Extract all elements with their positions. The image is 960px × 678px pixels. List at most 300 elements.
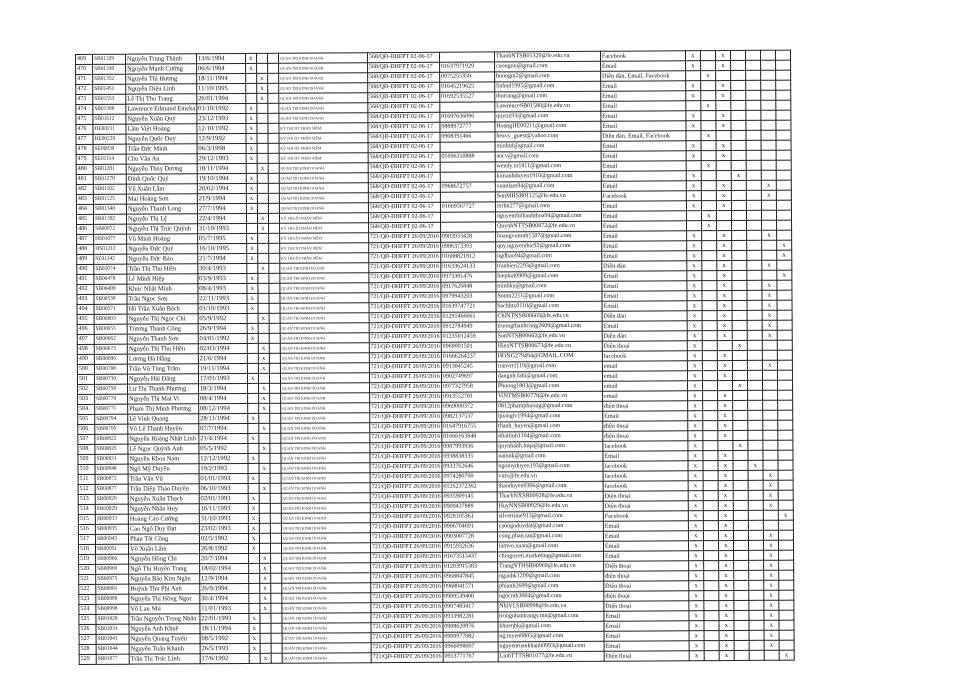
survey-mark-cell [730,70,745,80]
birth-date-cell: 26/9/1994 [200,583,249,593]
survey-mark-cell [779,570,794,580]
email-cell: kimanhduyen1910@gmail.com [495,171,601,182]
row-number-cell: 474 [76,104,93,114]
email-cell: HienNTTSB00673@fe.edu.vn [496,341,602,352]
student-code-cell: HS01077 [94,234,127,244]
survey-mark-cell [778,460,793,470]
survey-mark-cell [779,600,794,610]
student-name-cell: Nguyễn Quốc Duy [126,134,197,144]
student-code-cell: SB01340 [93,204,126,214]
survey-mark-cell [776,210,791,220]
survey-mark-cell [734,570,749,580]
male-mark-cell: x [246,243,257,253]
empty-cell [269,283,280,293]
survey-mark-cell: x [686,111,701,121]
student-name-cell: Nguyễn Đức Bảo [127,254,198,264]
student-name-cell: Hồ Trần Xuân Bách [127,304,198,314]
survey-mark-cell [763,460,778,470]
row-number-cell: 476 [76,124,93,134]
survey-mark-cell [761,160,776,170]
survey-mark-cell [703,431,718,441]
phone-cell: 0933762646 [442,462,497,472]
survey-mark-cell [732,370,747,380]
empty-cell [269,343,280,353]
female-mark-cell: x [259,563,270,573]
female-mark-cell [258,303,269,313]
survey-mark-cell [733,550,748,560]
decision-cell: 721/QĐ-ĐHFPT 26/09/2016 [370,462,442,472]
survey-mark-cell: x [701,131,716,141]
email-cell: bachhtx0110@gmail.com [496,301,602,312]
survey-mark-cell: x [732,340,747,350]
phone-cell: 0906704691 [442,522,497,532]
decision-cell: 568/QĐ-ĐHFPT 02-06-17 [368,202,440,212]
male-mark-cell [247,353,258,363]
survey-mark-cell [732,330,747,340]
survey-mark-cell: x [701,221,716,231]
female-mark-cell [259,513,270,523]
survey-mark-cell [749,590,764,600]
survey-mark-cell [704,621,719,631]
email-cell: cong.phan.tat@gmail.com [497,531,603,542]
female-mark-cell [260,623,271,633]
survey-mark-cell [777,340,792,350]
email-cell: Phuong1803@gmail.com [496,381,602,392]
student-name-cell: Vũ Minh Hoàng [127,234,198,244]
empty-cell [268,193,279,203]
survey-mark-cell [761,210,776,220]
department-cell: QUẢN TRỊ KINH DOANH [280,283,369,294]
decision-cell: 721/QĐ-ĐHFPT 26/09/2016 [370,432,442,442]
survey-mark-cell [761,140,776,150]
male-mark-cell: x [246,203,257,213]
survey-mark-cell [731,90,746,100]
info-source-cell: Điện thoại [602,341,687,352]
survey-mark-cell [733,530,748,540]
survey-mark-cell: x [688,541,703,551]
survey-mark-cell [702,351,717,361]
male-mark-cell [247,343,258,353]
birth-date-cell: 22/11/1993 [198,293,247,303]
department-cell: KỸ THUẬT PHẦN MỀM [279,133,368,144]
survey-mark-cell: x [719,620,734,630]
student-name-cell: Nguyễn Khoa Nam [128,454,199,464]
survey-mark-cell [747,350,762,360]
survey-mark-cell: x [716,110,731,120]
survey-mark-cell [748,500,763,510]
phone-cell: 01203915383 [442,562,497,572]
survey-mark-cell: x [716,140,731,150]
survey-mark-cell: x [718,430,733,440]
empty-cell [271,603,282,613]
survey-mark-cell [762,350,777,360]
survey-mark-cell: x [779,650,794,660]
survey-mark-cell: x [718,530,733,540]
empty-cell [269,333,280,343]
male-mark-cell: x [248,503,259,513]
survey-mark-cell: x [718,450,733,460]
email-cell: NhiVLSB00998@fe.edu.vn [498,601,604,612]
birth-date-cell: 02/01/1993 [199,493,248,503]
male-mark-cell: x [246,173,257,183]
birth-date-cell: 20/7/1994 [199,553,248,563]
male-mark-cell [248,423,259,433]
survey-mark-cell [745,50,760,60]
female-mark-cell [257,183,268,193]
student-name-cell: Nguyễn Thị Hương [126,74,197,84]
female-mark-cell [257,233,268,243]
student-name-cell: Vũ Xuân Lâm [126,184,197,194]
student-code-cell: SB00981 [96,584,129,594]
student-code-cell: SB00998 [96,604,129,614]
survey-mark-cell [749,600,764,610]
survey-mark-cell: x [762,300,777,310]
survey-mark-cell: x [689,571,704,581]
email-cell: minhkn@gmail.com [496,281,602,292]
decision-cell: 721/QĐ-ĐHFPT 26/09/2016 [370,542,442,552]
department-cell: QUẢN TRỊ KINH DOANH [282,613,371,624]
department-cell: QUẢN TRỊ KINH DOANH [281,483,370,494]
row-number-cell: 503 [78,394,95,404]
phone-cell [440,192,495,202]
survey-mark-cell [748,480,763,490]
female-mark-cell: x [259,483,270,493]
phone-cell: 0968041571 [443,582,498,592]
survey-mark-cell [746,140,761,150]
survey-mark-cell [747,270,762,280]
survey-mark-cell [730,50,745,60]
female-mark-cell [259,493,270,503]
survey-mark-cell [701,191,716,201]
department-cell: QUẢN TRỊ KINH DOANH [281,423,370,434]
survey-mark-cell [704,641,719,651]
birth-date-cell: 19/11/1994 [198,363,247,373]
birth-date-cell: 12/10/1992 [197,123,246,133]
student-code-cell: HE00211 [93,124,126,134]
birth-date-cell: 17/01/1993 [198,373,247,383]
male-mark-cell [247,403,258,413]
info-source-cell: Email [601,81,686,92]
email-cell: ThanhNTSB01329@fe.edu.vn [494,51,600,62]
info-source-cell: Email [601,171,686,182]
email-cell: thanh_huyen@gmail.com [497,421,603,432]
student-code-cell: SB00872 [95,474,128,484]
survey-mark-cell: x [718,490,733,500]
survey-mark-cell: x [689,611,704,621]
row-number-cell: 528 [79,644,96,654]
student-name-cell: Trần Ngọc Sơn [127,294,198,304]
male-mark-cell: x [246,123,257,133]
email-cell: ChiNTNSB00603@fe.edu.vn [496,311,602,322]
info-source-cell: điện thoại [603,421,688,432]
survey-mark-cell: x [718,460,733,470]
phone-cell: 0908620976 [443,622,498,632]
info-source-cell: điện thoại [604,591,689,602]
survey-mark-cell [746,100,761,110]
survey-mark-cell [747,370,762,380]
survey-mark-cell [749,610,764,620]
survey-mark-cell [686,161,701,171]
student-code-cell: SB01044 [96,644,129,654]
survey-mark-cell [731,100,746,110]
birth-date-cell: 18/11/1994 [197,163,246,173]
empty-cell [269,353,280,363]
survey-mark-cell [760,50,775,60]
survey-mark-cell [777,300,792,310]
survey-mark-cell: x [717,330,732,340]
survey-mark-cell: x [717,390,732,400]
student-code-cell: SB00831 [95,454,128,464]
survey-mark-cell: x [717,400,732,410]
department-cell: QUẢN TRỊ KINH DOANH [282,643,371,654]
row-number-cell: 511 [78,474,95,484]
info-source-cell: Diễn đàn [602,331,687,342]
department-cell: QUẢN TRỊ KINH DOANH [279,103,368,114]
info-source-cell: Facebook [603,511,688,522]
department-cell: QUẢN TRỊ KINH DOANH [280,333,369,344]
email-cell: caongoduydat@gmail.com [497,521,603,532]
info-source-cell: Facebook [601,191,686,202]
survey-mark-cell: x [762,280,777,290]
survey-mark-cell: x [688,471,703,481]
empty-cell [269,303,280,313]
female-mark-cell [258,253,269,263]
survey-mark-cell: x [763,490,778,500]
survey-mark-cell: x [719,610,734,620]
survey-mark-cell: x [700,71,715,81]
birth-date-cell: 26/9/1994 [198,323,247,333]
empty-cell [270,573,281,583]
phone-cell [440,172,495,182]
survey-mark-cell [717,340,732,350]
survey-mark-cell [733,420,748,430]
student-code-cell: SB01281 [93,164,126,174]
student-code-cell: SB00975 [96,574,129,584]
birth-date-cell: 07/7/1994 [199,423,248,433]
email-cell: HoangHE00211@gmail.com [495,121,601,132]
survey-mark-cell [732,360,747,370]
phone-cell: 0973381476 [441,272,496,282]
row-number-cell: 502 [78,384,95,394]
student-code-cell: SB00673 [94,344,127,354]
phone-cell: 0913552781 [441,392,496,402]
email-cell: nhatlinh1104@gmail.com [497,431,603,442]
survey-mark-cell [762,390,777,400]
survey-mark-cell [748,560,763,570]
survey-mark-cell [747,240,762,250]
decision-cell: 721/QĐ-ĐHFPT 26/09/2016 [369,332,441,342]
survey-mark-cell [776,100,791,110]
survey-mark-cell: x [689,621,704,631]
decision-cell: 721/QĐ-ĐHFPT 26/09/2016 [370,512,442,522]
survey-mark-cell [777,400,792,410]
student-name-cell: Nguyễn Thị Lệ [126,214,197,224]
survey-mark-cell [748,520,763,530]
empty-cell [270,453,281,463]
female-mark-cell: x [258,263,269,273]
male-mark-cell: x [248,473,259,483]
survey-mark-cell: x [777,250,792,260]
female-mark-cell: x [257,223,268,233]
survey-mark-cell [746,230,761,240]
survey-mark-cell [776,200,791,210]
student-name-cell: Trần Vũ Tùng Trâm [127,364,198,374]
survey-mark-cell [762,400,777,410]
survey-mark-cell [777,260,792,270]
email-cell: SonMHSB01125@fe.edu.vn [495,191,601,202]
decision-cell: 721/QĐ-ĐHFPT 26/09/2016 [369,322,441,332]
survey-mark-cell: x [685,51,700,61]
male-mark-cell: x [246,233,257,243]
survey-mark-cell: x [716,120,731,130]
graduate-list-table-sheet [75,50,795,665]
survey-mark-cell [733,430,748,440]
student-name-cell: Nguyễn Hải Đăng [127,374,198,384]
survey-mark-cell: x [689,651,704,661]
survey-mark-cell [732,300,747,310]
female-mark-cell [257,143,268,153]
survey-mark-cell [779,640,794,650]
row-number-cell: 522 [79,584,96,594]
male-mark-cell: x [248,523,259,533]
info-source-cell: Diễn đàn, Email, Facebook [601,131,686,142]
info-source-cell: Email [601,91,686,102]
survey-mark-cell [777,390,792,400]
row-number-cell: 525 [79,614,96,624]
survey-mark-cell: x [688,421,703,431]
decision-cell: 721/QĐ-ĐHFPT 26/09/2016 [370,422,442,432]
male-mark-cell: x [246,153,257,163]
survey-mark-cell [778,540,793,550]
survey-mark-cell [702,301,717,311]
survey-mark-cell [746,160,761,170]
survey-mark-cell [777,330,792,340]
department-cell: QUẢN TRỊ KINH DOANH [281,523,370,534]
survey-mark-cell [763,410,778,420]
survey-mark-cell [733,450,748,460]
info-source-cell: email [602,361,687,372]
survey-mark-cell: x [764,600,779,610]
row-number-cell: 512 [78,484,95,494]
survey-mark-cell [763,450,778,460]
survey-mark-cell [731,160,746,170]
empty-cell [269,323,280,333]
female-mark-cell: x [258,313,269,323]
email-cell: wendy.nt1811@gmail.com [495,161,601,172]
survey-mark-cell [733,490,748,500]
survey-mark-cell [701,141,716,151]
row-number-cell: 507 [78,434,95,444]
decision-cell: 721/QĐ-ĐHFPT 26/09/2016 [369,282,441,292]
survey-mark-cell [700,51,715,61]
student-code-cell: SB00571 [94,304,127,314]
decision-cell: 721/QĐ-ĐHFPT 26/09/2016 [370,522,442,532]
info-source-cell: Email [602,281,687,292]
info-source-cell: Email [600,61,685,72]
empty-cell [271,653,282,663]
survey-mark-cell [703,531,718,541]
male-mark-cell [247,313,258,323]
email-cell: namnk@gmail.com [497,451,603,462]
phone-cell: 01669567727 [440,202,495,212]
student-code-cell: SE00939 [93,144,126,154]
info-source-cell: Email [603,541,688,552]
survey-mark-cell [778,530,793,540]
survey-mark-cell [749,580,764,590]
survey-mark-cell [776,160,791,170]
student-code-cell: SB01270 [93,174,126,184]
decision-cell: 721/QĐ-ĐHFPT 26/09/2016 [370,532,442,542]
student-name-cell: Võ Lan Nhi [129,604,200,614]
survey-mark-cell [748,410,763,420]
survey-mark-cell: x [687,371,702,381]
student-code-cell: SB01451 [93,84,126,94]
survey-mark-cell: x [687,321,702,331]
info-source-cell: Diễn đàn, Email, Facebook [600,71,685,82]
survey-mark-cell: x [687,361,702,371]
survey-mark-cell [746,180,761,190]
email-cell: khuenbk@gmail.com [498,621,604,632]
department-cell: QUẢN TRỊ KINH DOANH [280,403,369,414]
decision-cell: 721/QĐ-ĐHFPT 26/09/2016 [369,292,441,302]
empty-cell [268,183,279,193]
survey-mark-cell: x [701,211,716,221]
survey-mark-cell: x [716,80,731,90]
female-mark-cell [258,323,269,333]
birth-date-cell: 06/10/1993 [199,483,248,493]
department-cell: QUẢN TRỊ KINH DOANH [279,163,368,174]
student-code-cell: SB00877 [95,484,128,494]
email-cell: minhtd@gmail.com [495,141,601,152]
phone-cell [440,212,495,222]
student-code-cell: SB00708 [94,364,127,374]
info-source-cell: email [602,381,687,392]
survey-mark-cell: x [688,501,703,511]
survey-mark-cell [703,481,718,491]
decision-cell: 721/QĐ-ĐHFPT 26/09/2016 [369,342,441,352]
empty-cell [269,313,280,323]
info-source-cell: Điện thoại [604,601,689,612]
survey-mark-cell: x [717,350,732,360]
survey-mark-cell: x [764,640,779,650]
info-source-cell: Email [601,231,686,242]
survey-mark-cell [777,380,792,390]
survey-mark-cell: x [763,470,778,480]
student-name-cell: Nguyễn Mạnh Cường [126,64,197,74]
decision-cell: 721/QĐ-ĐHFPT 26/09/2016 [371,582,443,592]
survey-mark-cell: x [764,590,779,600]
survey-mark-cell [747,290,762,300]
survey-mark-cell: x [689,601,704,611]
female-mark-cell: x [259,553,270,563]
female-mark-cell [257,103,268,113]
student-name-cell: Cao Ngô Duy Đạt [128,524,199,534]
empty-cell [269,413,280,423]
survey-mark-cell [761,170,776,180]
student-code-cell: SB01028 [96,614,129,624]
survey-mark-cell: x [732,380,747,390]
survey-mark-cell: x [687,241,702,251]
row-number-cell: 514 [78,504,95,514]
empty-cell [270,523,281,533]
survey-mark-cell [761,200,776,210]
birth-date-cell: 22/01/1993 [200,613,249,623]
student-code-cell: SB01031 [96,624,129,634]
phone-cell: 0908391466 [440,132,495,142]
survey-mark-cell: x [686,191,701,201]
student-name-cell: Nguyễn Thị Mai Vi [128,394,199,404]
birth-date-cell: 18/02/1994 [199,563,248,573]
